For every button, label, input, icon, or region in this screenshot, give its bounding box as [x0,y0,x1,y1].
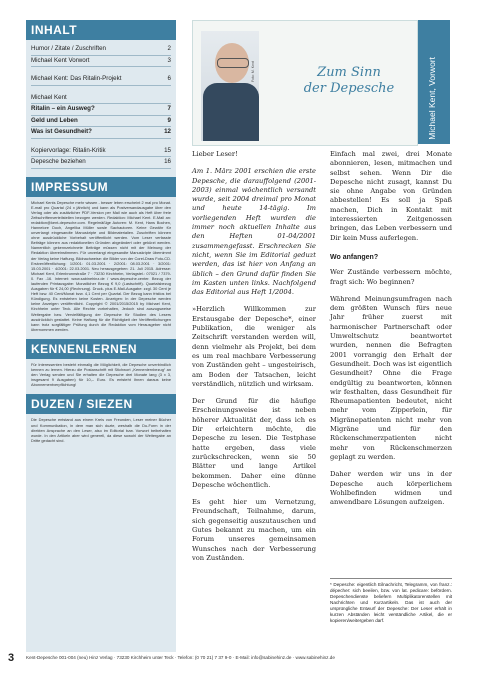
intro-paragraph: Am 1. März 2001 erschien die erste Depesche, die darauffolgend (2001-2003) einmal wöchentlich versandt wurde, seit 2004 dreimal pro Monat und heute 14-tägig. Im vorliegenden Heft wurden die immer noch aktuellen Inhalte aus den Heften 01-04/2001 zusammengefasst. Erschrecken Sie nicht, wenn Sie im Editorial geduzt werden, das ist hier von Anfang an üblich – den Grund dafür finden Sie im Kasten unten links. Nachfolgend das Editorial aus Heft 1/2004. [192,167,316,297]
kennenlernen-heading: KENNENLERNEN [26,339,176,359]
inhalt-heading: INHALT [26,20,176,40]
toc-item[interactable] [31,157,171,169]
toc-page: 2 [167,45,171,52]
page-number: 3 [8,652,15,664]
toc-item[interactable] [31,74,171,86]
toc-item[interactable] [31,116,171,128]
footer-line: Kent-Depesche 001-004 (neu) Hinz Verlag · 73230 Kirchheim unter Teck · Telefon: (0 70 21) 7 37 9-0 · E-Mail: info@sabinehinz.de · www.sabinehinz.de [26,655,335,660]
paragraph: Wer Zustände verbessern möchte, fragt sich: Wo beginnen? [330,268,452,286]
table-of-contents [26,40,176,171]
toc-page: 16 [164,158,171,165]
toc-label: Ritalin – ein Ausweg? [31,105,95,112]
cover-title-line1: Zum Sinn [317,65,381,80]
section-heading: Wo anfangen? [330,253,379,261]
toc-page: 15 [164,146,171,154]
toc-page: 6 [167,75,171,82]
vertical-banner [418,20,450,144]
toc-label: Kopiervorlage: Ritalin-Kritik [31,146,106,154]
kennenlernen-text: Für Interessenten besteht einmalig die Möglichkeit, die Depesche unverbindlich kennen zu lernen. Hierzu die Postanschrift mit Stichwort „Kennenlernbezug“ an den Verlag senden und Sie erhalten die Depesche drei Monate lang (3 x 3, insgesamt 9 Ausgaben) für 10,– Euro. Es entsteht Ihnen daraus keine Abonnementverpflichtung! [31,361,171,388]
toc-label: Geld und Leben [31,116,78,124]
toc-label: Michael Kent Vorwort [31,56,90,64]
photo-glasses-shape [217,58,249,68]
article-column-left [192,150,316,571]
cover-title-line2: der Depesche [303,81,395,96]
toc-item[interactable] [31,56,171,68]
photo-credit: Foto: M. Kent [251,61,255,83]
toc-label: Was ist Gesundheit? [31,128,92,135]
author-photo [201,31,259,141]
page-footer [0,650,480,668]
toc-item[interactable] [31,44,171,56]
photo-body-shape [203,83,259,141]
salutation: Lieber Leser! [192,150,238,158]
toc-item[interactable] [31,104,171,116]
toc-item[interactable] [31,146,171,158]
toc-label: Humor / Zitate / Zuschriften [31,45,106,52]
article-column-right [330,150,452,515]
impressum-text: Michael Kents Depesche mehr wissen - besser leben erscheint 2 mal pro Monat. E-mail pro Quartal (24 x jährlich) und kann als Postversandausgabe über den Verlag oder als zusätzlicher PDF-Version per Mail wie auch als Heft über freie Zeitschriftenverteilstellen bezogen werden. Redaktion: Michael Kent. E-Mail an: redaktion@kent-depesche.com. Regelmäßige Autoren: M. Kent, Hans Bochen, Hannelore Doch, Angelika Müller sowie Sachautoren. Keine Gewähr für unverlangt eingesandte Manuskripte und Bildmaterialien. Zuschriften können ohne ausdrückliche Vorbehalt veröffentlicht werden. Vom Leser verfasste Beiträge können aus redaktionellen Gründen abgeändert oder gekürzt werden. Namentlich gekennzeichnete Beiträge müssen nicht mit der Meinung der Redaktion übereinstimmen. Für unverlangt eingesandte Manuskripte übernimmt der Verlag keine Haftung. Bildnachweise: die Bilder von der Corel-Draw Foto-CD. Erstveröffentlichung: 1/2001: 01.03.2001 · 2/2001: 08.03.2001 · 3/2001: 15.03.2001 · 4/2001: 22.03.2001. Neu herausgegeben: 21. Juli 2015. Adresse: Michael Kent, Erlenbrunnstraße 7 · 73230 Kirchheim, Verlagstel.: 07021 / 7379-0. Fax -16. Internet: www.sabinehinz.de / www.depesche.center. Bezug der laufenden Printausgabe: Monatlicher Bezug € 9,0 (Lastschrift). Quartalsbezug Ausgaben für € 24,00 (Rechnung). Druck- plus E-Mail-Ausgabe: zzgl. 30 Cent je Heft bzw. 40 Cent/Monat bzw. 4,1 Cent per Quartal. Der Bezug kann fristlos bei Kündigung. Es entstehen keine Kosten. Anzeigen: In der Depesche werden keine Anzeigen veröffentlicht. Copyright © 2001/2015/2015 by Michael Kent, Kirchheim unter Teck. Alle Rechte vorbehalten, Jedoch sind auszugsweise Weitergabe bzw. Vervielfältigung der Depesche für Studien des Lesers ausdrücklich gestattet. Keine Haftung für die Richtigkeit der Veröffentlichungen kann trotz sorgfältiger Prüfung durch die Redaktion vom Herausgeber nicht übernommen werden. [31,199,171,332]
sidebar [26,20,176,652]
paragraph: »Herzlich Willkommen zur Erstausgabe der Depesche*, einer Publikation, die weniger als Zeitschrift verstanden werden will, denn vielmehr als Projekt, bei dem es um real machbare Verbesserung von Zuständen geht – ungesteirisch, am Boden der Tatsachen, leicht verständlich, nützlich und wirksam. [192,305,316,388]
toc-label: Michael Kent: Das Ritalin-Projekt [31,75,122,82]
toc-item[interactable] [31,93,171,105]
cover-image-area [192,20,418,146]
toc-label: Michael Kent [31,93,67,101]
cover-title [289,65,409,97]
paragraph: Einfach mal zwei, drei Monate abonnieren, lesen, mitmachen und selbst sehen. Wenn Dir die Depesche nicht zusagt, kannst Du sie ohne Angabe von Gründen abbestellen! Es soll ja Spaß machen, Dich in Kontakt mit interessierten Zeitgenossen bringen, das Leben verbessern und Dir kein Muss auferlegen. [330,150,452,242]
paragraph: Der Grund für die häufige Erscheinungsweise ist neben höherer Aktualität der, dass ich es Dir erleichtern möchte, die Depesche zu lesen. Die Testphase hatte ergeben, dass viele zurückschrecken, wenn sie 50 Blätter und lange Artikel bekommen. Daher eine dünne Depesche wöchentlich. [192,397,316,489]
paragraph: Es geht hier um Vernetzung, Freundschaft, Teilnahme, darum, sich gegenseitig auszutauschen und Gutes bekannt zu machen, um ein Forum unseres gemeinsamen Wunsches nach der Verbesserung von Zuständen. [192,498,316,562]
toc-item[interactable] [31,127,171,139]
toc-page: 3 [167,56,171,64]
toc-page: 12 [164,128,171,135]
toc-page: 9 [167,116,171,124]
paragraph: Daher werden wir uns in der Depesche auch körperlichem Wohlbefinden widmen und anwendbare Lösungen aufzeigen. [330,470,452,507]
toc-page: 7 [167,105,171,112]
impressum-heading: IMPRESSUM [26,177,176,197]
toc-label: Depesche beziehen [31,158,86,165]
footnote: * Depesche: eigentlich Eilnachricht, Telegramm, von franz.: dépecher: sich beeilen, bzw. von lat. pedicare: befördern. Depeschendienste beliefern Multiplikatorenstellen mit Nachrichten und Kurzartikeln. Das ist auch der ursprüngliche Entwurf der Depesche: Der Leser erhält in kurzen Abständen leicht verständliche Artikel, die er kopieren/weitergeben darf. [330,578,452,624]
paragraph: Während Meinungsumfragen nach dem größten Wunsch fürs neue Jahr früher zuerst mit harmonischer Partnerschaft oder Umweltschutz beantwortet wurden, nennen die Befragten 2001 vorrangig den Erhalt der Gesundheit. Doch was ist eigentlich Gesundheit? Ohne die Frage endgültig zu beantworten, können wir festhalten, dass Gesundheit für Rheumapatienten bedeutet, nicht mehr vom Zipperlein, für Migränepatienten nicht mehr von Migräne und für den Rückenschmerzpatienten nicht mehr von Rückenschmerzen geplagt zu werden. [330,294,452,461]
duzen-text: Die Depesche entstand aus einem Kreis von Freunden, Leser meiner Bücher und Kommunikation, in dem man sich duzte, weshalb die Du-Form in der direkten Ansprache an den Leser, also im Editorial bzw. Vorwort beibehalten wurde. In den Artikeln aber wird generell, da diese sowohl der Weitergabe an Dritte gedacht sind. [31,417,171,443]
vertical-banner-text: Michael Kent, Vorwort [427,57,437,140]
duzen-heading: DUZEN / SIEZEN [26,394,176,414]
